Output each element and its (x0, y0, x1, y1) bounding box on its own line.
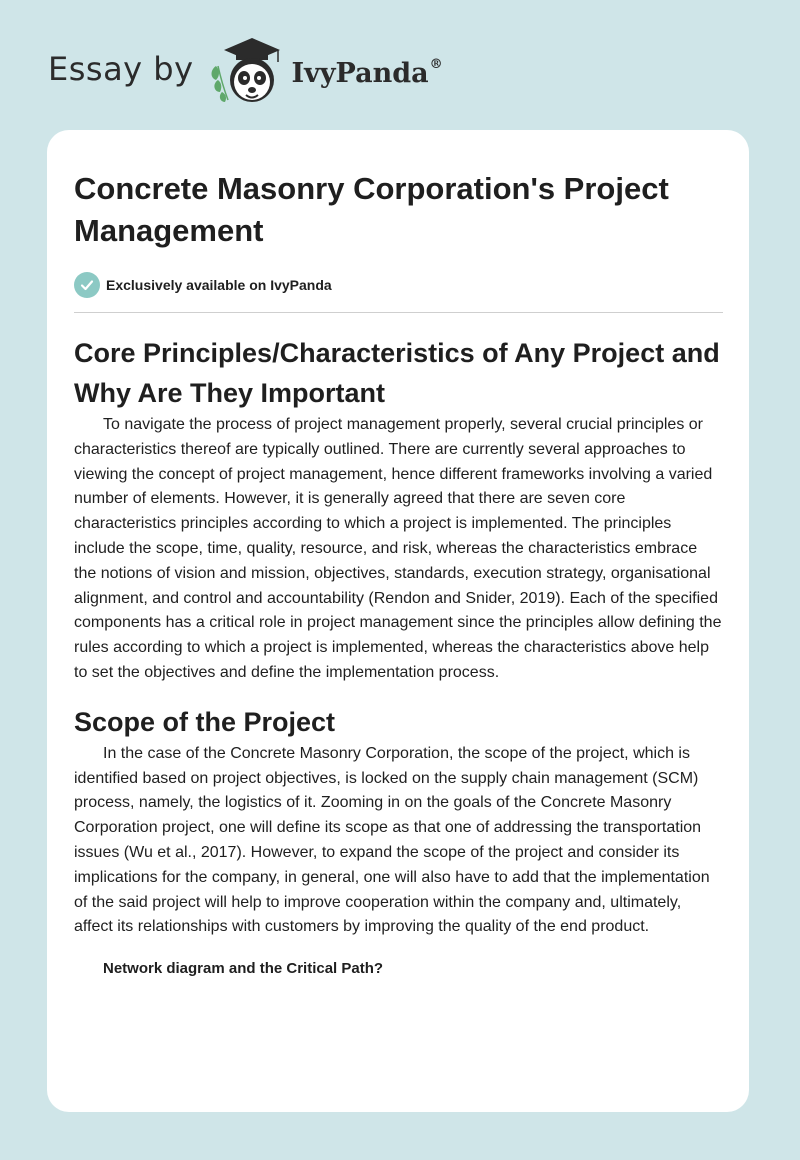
title-divider (74, 312, 723, 313)
registered-mark: ® (429, 57, 443, 72)
page-title: Concrete Masonry Corporation's Project Management (74, 171, 669, 248)
exclusive-badge (74, 270, 723, 300)
section-paragraph-scope: In the case of the Concrete Masonry Corporation, the scope of the project, which is identified based on project objectives, is locked on the supply chain management (SCM) process, namely, the logistics of it. Zooming in on the goals of the Concrete Masonry Corporation project, one will define its scope as that one of addressing the transportation issues (Wu et al., 2017). However, to expand the scope of the project and consider its implications for the company, in general, one will also have to add that the implementation of the said project will help to improve cooperation within the company and, ultimately, affect its relationships with customers by improving the quality of the end product. (74, 744, 710, 936)
essay-card (47, 130, 749, 1112)
panda-graduate-icon (208, 36, 288, 106)
brand-header[interactable] (48, 36, 443, 106)
section-paragraph-core-principles: To navigate the process of project management properly, several crucial principles or characteristics thereof are typically outlined. There are currently several approaches to viewing the concept of project management, hence different frameworks involving a varied number of elements. However, it is generally agreed that there are seven core characteristics principles according to which a project is implemented. The principles include the scope, time, quality, resource, and risk, whereas the characteristics embrace the notions of vision and mission, objectives, standards, execution strategy, organisational alignment, and control and accountability (Rendon and Snider, 2019). Each of the specified components has a critical role in project management since the principles allow defining the rules according to which a project is implemented, whereas the characteristics above help to set the objectives and define the implementation process. (74, 416, 722, 681)
section-heading-core-principles: Core Principles/Characteristics of Any Project and Why Are They Important (74, 338, 720, 408)
brand-name: IvyPanda® (291, 57, 443, 89)
check-circle-icon (74, 272, 100, 298)
badge-text: Exclusively available on IvyPanda (106, 277, 332, 293)
subheading-network-diagram: Network diagram and the Critical Path? (103, 960, 384, 978)
brand-prefix: Essay by (48, 50, 194, 88)
section-heading-scope: Scope of the Project (74, 706, 336, 737)
